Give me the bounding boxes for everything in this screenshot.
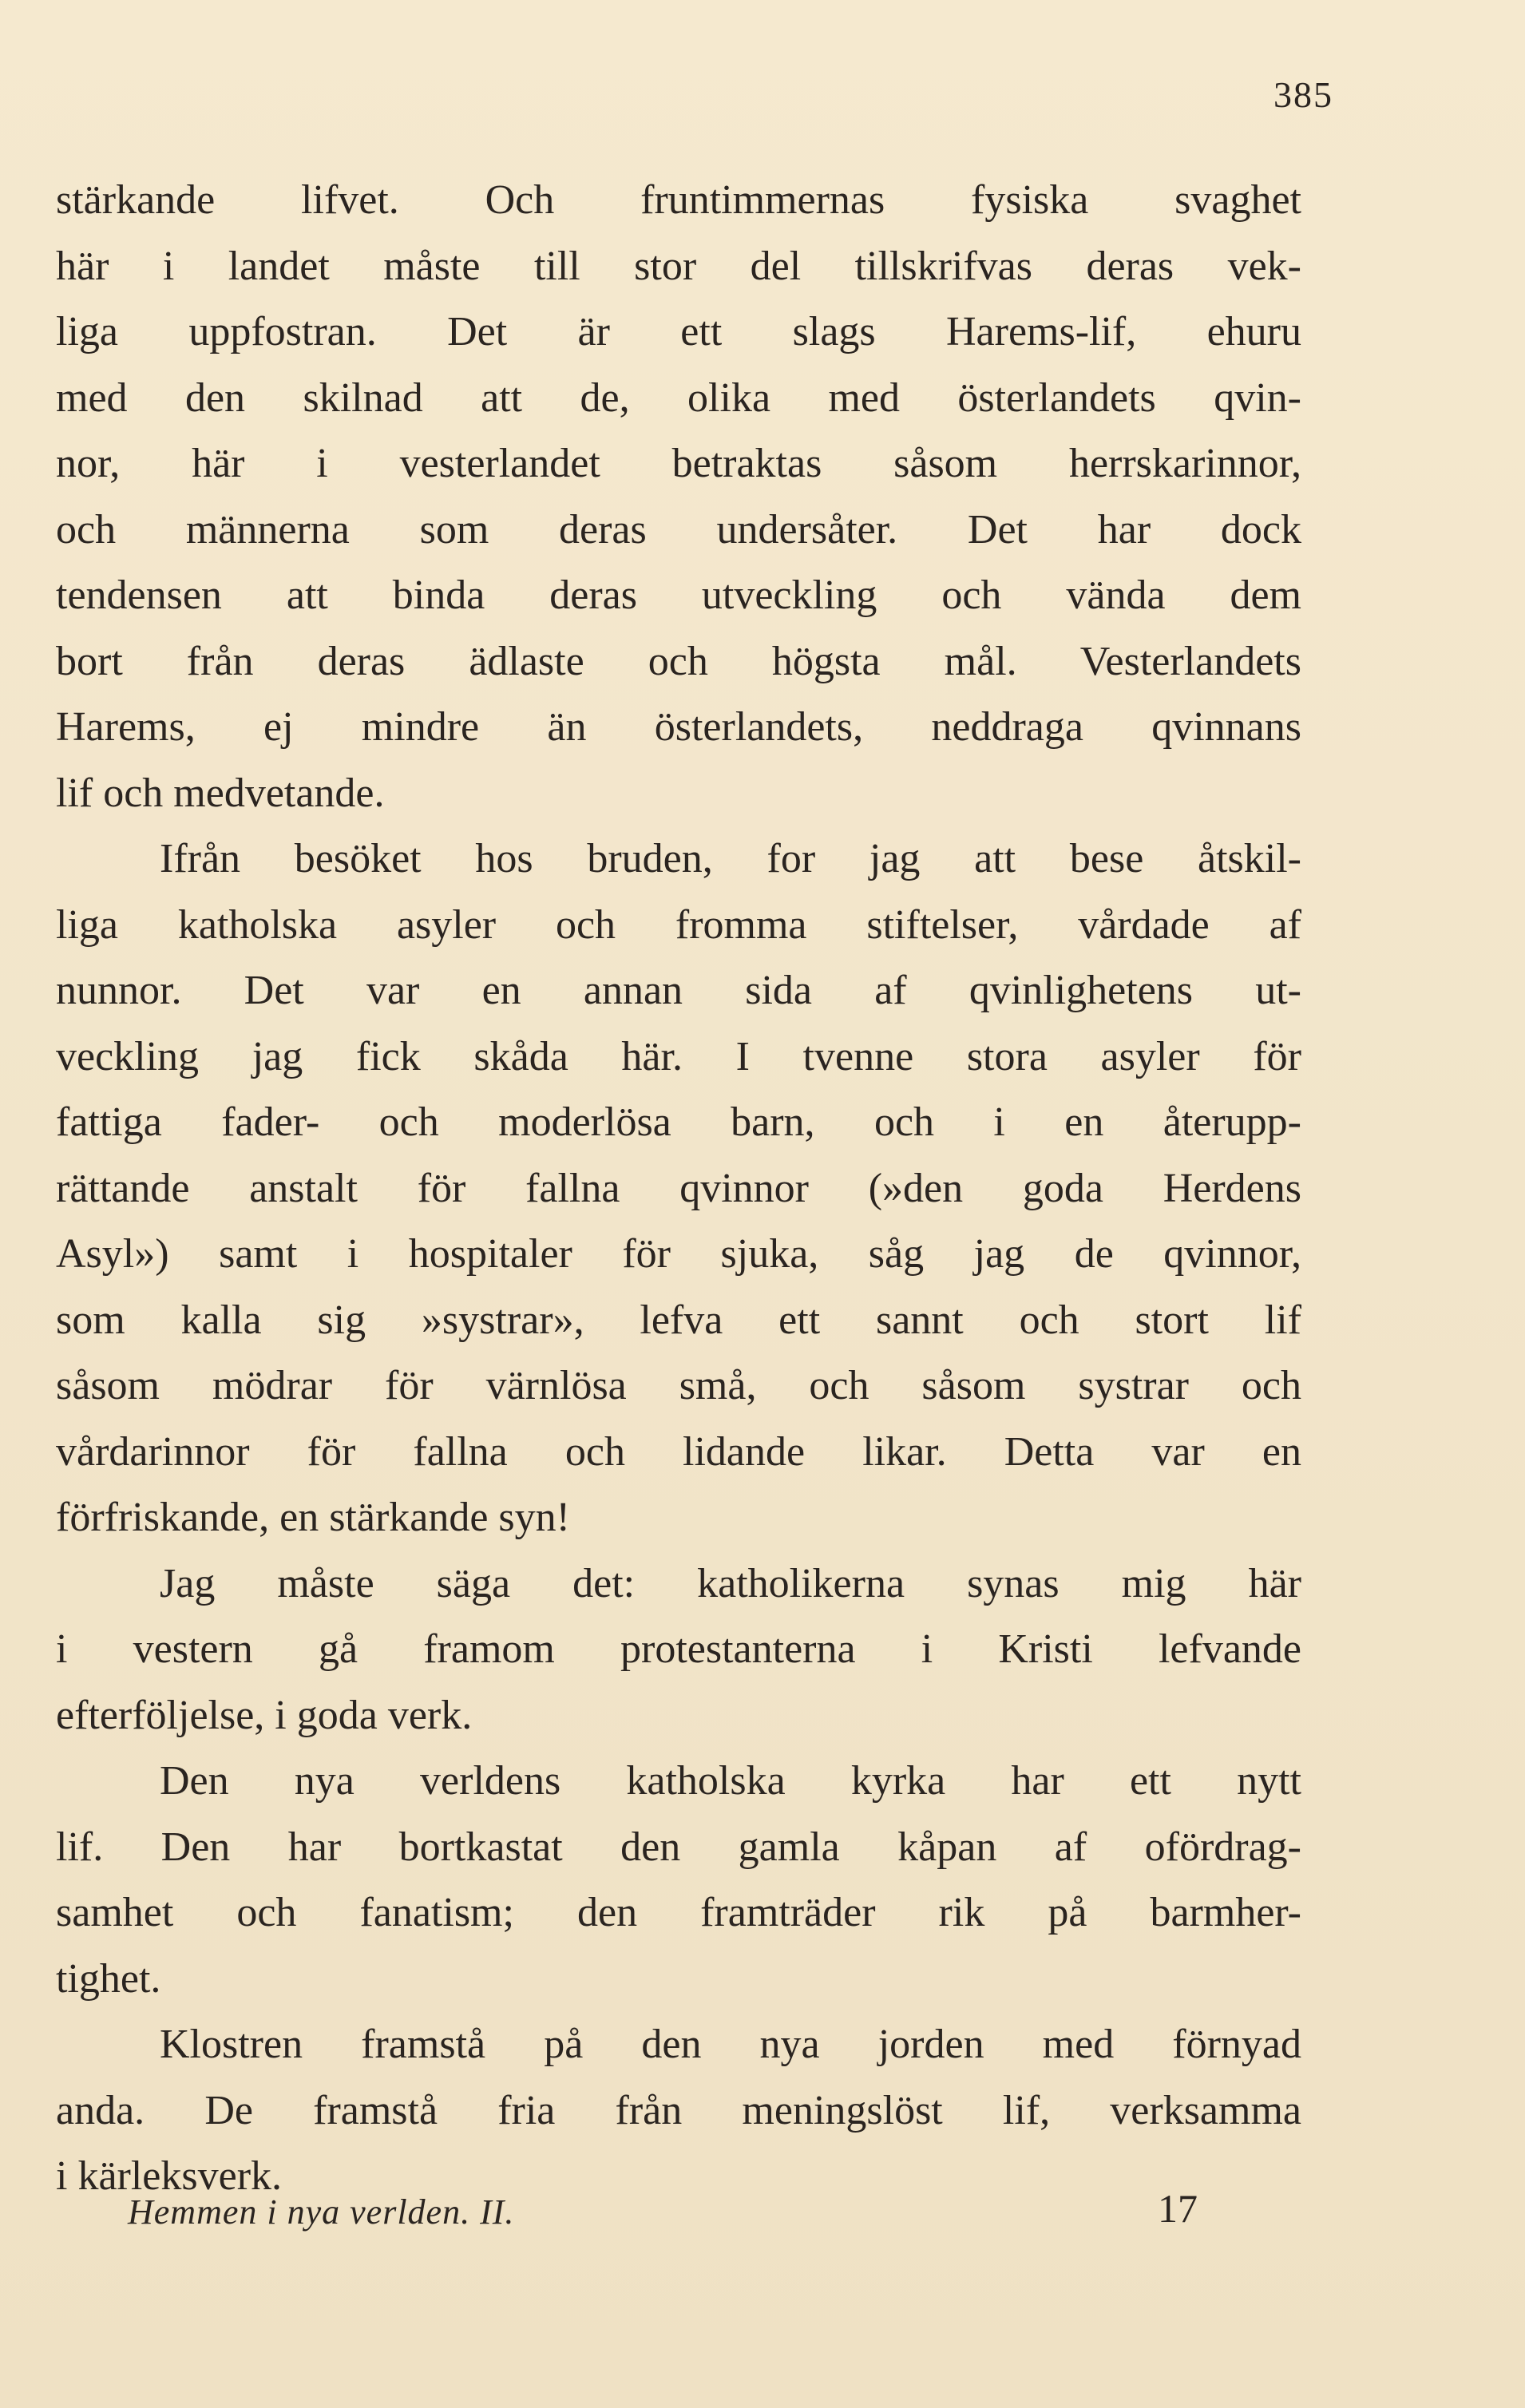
signature-title: Hemmen i nya verlden. II. — [128, 2192, 515, 2232]
text-line: Den nya verldens katholska kyrka har ett nytt — [160, 1758, 1301, 1804]
text-line: Harems, ej mindre än österlandets, neddraga qvinnans — [56, 704, 1301, 750]
text-line: i kärleksverk. — [56, 2153, 283, 2199]
body-text — [56, 168, 1301, 2210]
signature-mark: 17 — [1158, 2186, 1198, 2231]
text-line: fattiga fader- och moderlösa barn, och i en återupp- — [56, 1099, 1301, 1145]
text-line: tendensen att binda deras utveckling och vända dem — [56, 572, 1301, 618]
page-number: 385 — [1273, 74, 1333, 115]
text-line: liga katholska asyler och fromma stiftelser, vårdade af — [56, 901, 1301, 948]
text-line: och männerna som deras undersåter. Det har dock — [56, 506, 1301, 552]
text-line: Asyl») samt i hospitaler för sjuka, såg jag de qvinnor, — [56, 1231, 1301, 1277]
text-line: bort från deras ädlaste och högsta mål. Vesterlandets — [56, 638, 1301, 684]
text-line: nunnor. Det var en annan sida af qvinlighetens ut- — [56, 968, 1301, 1013]
text-line: förfriskande, en stärkande syn! — [56, 1495, 570, 1540]
text-line: lif och medvetande. — [56, 770, 385, 816]
text-line: i vestern gå framom protestanterna i Kristi lefvande — [56, 1626, 1301, 1672]
text-line: nor, här i vesterlandet betraktas såsom herrskarinnor, — [56, 441, 1301, 486]
text-line: med den skilnad att de, olika med österlandets qvin- — [56, 374, 1301, 421]
text-line: rättande anstalt för fallna qvinnor (»den goda Herdens — [56, 1165, 1301, 1211]
text-line: Klostren framstå på den nya jorden med förnyad — [160, 2022, 1301, 2067]
text-line: efterföljelse, i goda verk. — [56, 1692, 473, 1738]
page-footer — [128, 2186, 1198, 2256]
text-line: samhet och fanatism; den framträder rik på barmher- — [56, 1890, 1301, 1935]
text-line: veckling jag fick skåda här. I tvenne stora asyler för — [56, 1033, 1301, 1079]
text-line: vårdarinnor för fallna och lidande likar. Detta var en — [56, 1428, 1301, 1475]
text-line: såsom mödrar för värnlösa små, och såsom systrar och — [56, 1363, 1301, 1408]
text-line: Jag måste säga det: katholikerna synas mig här — [160, 1560, 1301, 1606]
text-line: Ifrån besöket hos bruden, for jag att bese åtskil- — [160, 836, 1301, 881]
text-line: stärkande lifvet. Och fruntimmernas fysiska svaghet — [56, 177, 1301, 223]
text-line: anda. De framstå fria från meningslöst lif, verksamma — [56, 2087, 1301, 2133]
text-line: här i landet måste till stor del tillskrifvas deras vek- — [56, 243, 1301, 289]
text-line: tighet. — [56, 1955, 161, 2002]
text-line: som kalla sig »systrar», lefva ett sannt och stort lif — [56, 1297, 1301, 1343]
text-line: lif. Den har bortkastat den gamla kåpan af ofördrag- — [56, 1824, 1301, 1870]
text-line: liga uppfostran. Det är ett slags Harems-lif, ehuru — [56, 309, 1301, 354]
